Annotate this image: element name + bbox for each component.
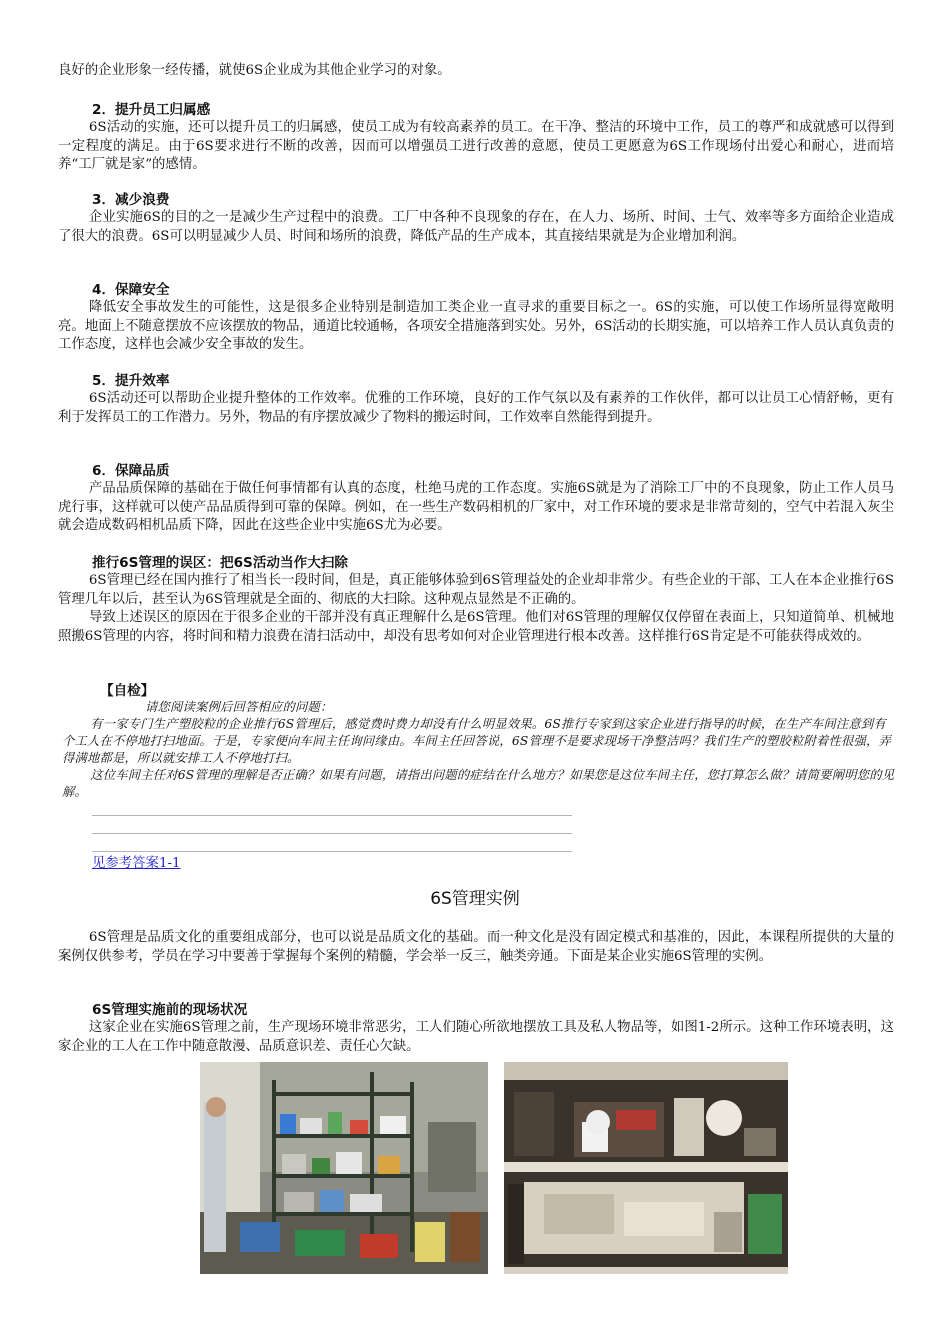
- self-check-question: 这位车间主任对6S管理的理解是否正确？如果有问题，请指出问题的症结在什么地方？如果您是这位车间主任，您打算怎么做？请简要阐明您的见解。: [62, 768, 895, 799]
- example-title: 6S管理实例: [430, 889, 520, 909]
- cluttered-shelf-photo: [200, 1062, 488, 1274]
- section-body-5: 6S活动还可以帮助企业提升整体的工作效率。优雅的工作环境，良好的工作气氛以及有素养的工作伙伴，都可以让员工心情舒畅，更有利于发挥员工的工作潜力。另外，物品的有序摆放减少了物料的搬运时间，工作效率自然能得到提升。: [58, 391, 894, 425]
- cluttered-cabinet-photo-art: [504, 1062, 788, 1274]
- example-body: 这家企业在实施6S管理之前，生产现场环境非常恶劣，工人们随心所欲地摆放工具及私人物品等，如图1-2所示。这种工作环境表明，这家企业的工人在工作中随意散漫、品质意识差、责任心欠缺。: [58, 1020, 894, 1054]
- section-heading-5: 5．提升效率: [92, 373, 170, 389]
- self-check-intro: 请您阅读案例后回答相应的问题：: [145, 700, 333, 714]
- self-check-heading: 【自检】: [100, 683, 155, 699]
- answer-line-1: [92, 815, 572, 816]
- section-body-3: 企业实施6S的目的之一是减少生产过程中的浪费。工厂中各种不良现象的存在，在人力、场所、时间、士气、效率等多方面给企业造成了很大的浪费。6S可以明显减少人员、时间和场所的浪费，降低产品的生产成本，其直接结果就是为企业增加利润。: [58, 210, 894, 244]
- misconception-para-2: 导致上述误区的原因在于很多企业的干部并没有真正理解什么是6S管理。他们对6S管理的理解仅仅停留在表面上，只知道简单、机械地照搬6S管理的内容，将时间和精力浪费在清扫活动中，却没有思考如何对企业管理进行根本改善。这样推行6S肯定是不可能获得成效的。: [58, 610, 894, 644]
- misconception-para-1: 6S管理已经在国内推行了相当长一段时间，但是，真正能够体验到6S管理益处的企业却非常少。有些企业的干部、工人在本企业推行6S管理几年以后，甚至认为6S管理就是全面的、彻底的大扫除。这种观点显然是不正确的。: [58, 573, 894, 607]
- section-body-2: 6S活动的实施，还可以提升员工的归属感，使员工成为有较高素养的员工。在干净、整洁的环境中工作，员工的尊严和成就感可以得到一定程度的满足。由于6S要求进行不断的改善，因而可以增强员工进行改善的意愿，使员工更愿意为6S工作现场付出爱心和耐心，进而培养“工厂就是家”的感情。: [58, 120, 894, 172]
- section-heading-6: 6．保障品质: [92, 463, 170, 479]
- example-heading: 6S管理实施前的现场状况: [92, 1002, 248, 1018]
- answer-link[interactable]: 见参考答案1-1: [92, 856, 181, 871]
- misconception-heading: 推行6S管理的误区：把6S活动当作大扫除: [92, 555, 348, 571]
- section-heading-2: 2．提升员工归属感: [92, 102, 211, 118]
- self-check-case: 有一家专门生产塑胶粒的企业推行6S管理后，感觉费时费力却没有什么明显效果。6S推行专家到这家企业进行指导的时候，在生产车间注意到有个工人在不停地打扫地面。于是，专家便向车间主任询问缘由。车间主任回答说，6S管理不是要求现场干净整洁吗？我们生产的塑胶粒附着性很强，弄得满地都是，所以就安排工人不停地打扫。: [62, 717, 891, 765]
- section-body-4: 降低安全事故发生的可能性，这是很多企业特别是制造加工类企业一直寻求的重要目标之一。6S的实施，可以使工作场所显得宽敞明亮。地面上不随意摆放不应该摆放的物品，通道比较通畅，各项安全措施落到实处。另外，6S活动的长期实施，可以培养工作人员认真负责的工作态度，这样也会减少安全事故的发生。: [58, 300, 894, 352]
- cluttered-cabinet-photo: [504, 1062, 788, 1274]
- cluttered-shelf-photo-art: [200, 1062, 488, 1274]
- section-body-6: 产品品质保障的基础在于做任何事情都有认真的态度，杜绝马虎的工作态度。实施6S就是为了消除工厂中的不良现象，防止工作人员马虎行事，这样就可以使产品品质得到可靠的保障。例如，在一些生产数码相机的厂家中，对工作环境的要求是非常苛刻的，空气中若混入灰尘就会造成数码相机品质下降，因此在这些企业中实施6S尤为必要。: [58, 481, 894, 533]
- answer-line-2: [92, 833, 572, 834]
- example-intro: 6S管理是品质文化的重要组成部分，也可以说是品质文化的基础。而一种文化是没有固定模式和基准的，因此，本课程所提供的大量的案例仅供参考，学员在学习中要善于掌握每个案例的精髓，学会举一反三，触类旁通。下面是某企业实施6S管理的实例。: [58, 930, 894, 964]
- section-heading-4: 4．保障安全: [92, 282, 170, 298]
- top-line: 良好的企业形象一经传播，就使6S企业成为其他企业学习的对象。: [58, 63, 451, 78]
- section-heading-3: 3．减少浪费: [92, 192, 170, 208]
